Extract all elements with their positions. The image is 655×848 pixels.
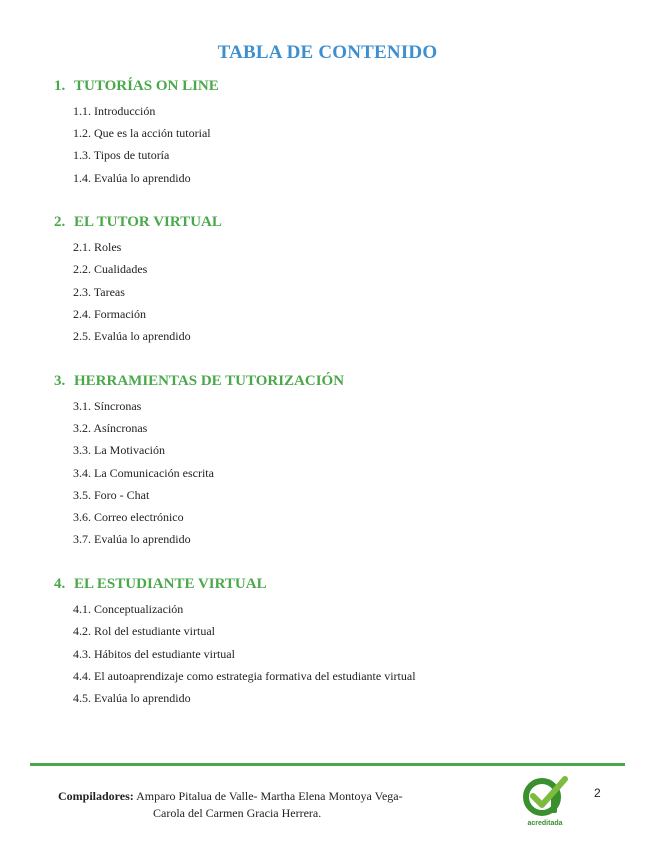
footer-divider — [30, 763, 625, 766]
toc-item-3-6: 3.6. Correo electrónico — [73, 510, 184, 524]
toc-section-1-heading — [54, 78, 219, 95]
toc-section-3-title: HERRAMIENTAS DE TUTORIZACIÓN — [74, 373, 345, 389]
toc-section-4-heading — [54, 576, 267, 593]
page-number: 2 — [594, 786, 601, 800]
toc-item-4-5: 4.5. Evalúa lo aprendido — [73, 691, 191, 705]
toc-item-4-1: 4.1. Conceptualización — [73, 602, 184, 616]
toc-item-1-1: 1.1. Introducción — [73, 104, 156, 118]
toc-item-3-4: 3.4. La Comunicación escrita — [73, 466, 214, 480]
footer-compilers — [58, 788, 403, 822]
toc-section-4-title: EL ESTUDIANTE VIRTUAL — [74, 576, 267, 592]
toc-item-2-5: 2.5. Evalúa lo aprendido — [73, 329, 191, 343]
toc-item-4-3: 4.3. Hábitos del estudiante virtual — [73, 647, 235, 661]
toc-section-4-number: 4. — [54, 576, 66, 592]
compilers-label: Compiladores: — [58, 789, 134, 803]
compilers-names-line-2: Carola del Carmen Gracia Herrera. — [153, 806, 322, 820]
toc-section-3-number: 3. — [54, 373, 66, 389]
toc-item-4-2: 4.2. Rol del estudiante virtual — [73, 624, 215, 638]
toc-item-1-2: 1.2. Que es la acción tutorial — [73, 126, 211, 140]
toc-item-2-2: 2.2. Cualidades — [73, 262, 148, 276]
toc-item-2-3: 2.3. Tareas — [73, 285, 125, 299]
toc-section-1-title: TUTORÍAS ON LINE — [74, 78, 219, 94]
toc-item-3-2: 3.2. Asíncronas — [73, 421, 148, 435]
toc-item-3-1: 3.1. Síncronas — [73, 399, 142, 413]
toc-item-3-7: 3.7. Evalúa lo aprendido — [73, 532, 191, 546]
toc-item-3-3: 3.3. La Motivación — [73, 443, 165, 457]
toc-item-1-4: 1.4. Evalúa lo aprendido — [73, 171, 191, 185]
toc-section-2-number: 2. — [54, 214, 66, 230]
toc-item-2-4: 2.4. Formación — [73, 307, 146, 321]
page-title: TABLA DE CONTENIDO — [217, 42, 438, 63]
toc-item-1-3: 1.3. Tipos de tutoría — [73, 148, 170, 162]
toc-section-1-number: 1. — [54, 78, 66, 94]
toc-item-3-5: 3.5. Foro - Chat — [73, 488, 150, 502]
toc-section-3-heading — [54, 373, 344, 390]
toc-item-4-4: 4.4. El autoaprendizaje como estrategia formativa del estudiante virtual — [73, 669, 416, 683]
logo-caption: acreditada — [527, 820, 563, 827]
toc-section-2-heading — [54, 214, 222, 231]
toc-section-2-title: EL TUTOR VIRTUAL — [74, 214, 222, 230]
toc-item-2-1: 2.1. Roles — [73, 240, 122, 254]
compilers-names-line-1: Amparo Pitalua de Valle- Martha Elena Montoya Vega- — [136, 789, 403, 803]
